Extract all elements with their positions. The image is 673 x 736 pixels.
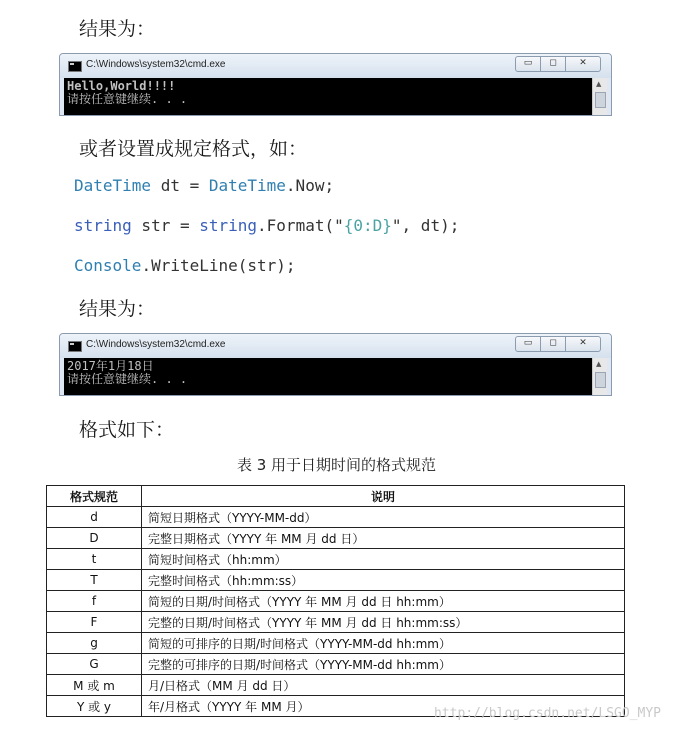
restore-button[interactable]: ◻ xyxy=(540,336,566,352)
console-line: 请按任意键继续. . . xyxy=(67,92,188,106)
console-line: 请按任意键继续. . . xyxy=(67,372,188,386)
column-header: 格式规范 xyxy=(47,486,142,507)
cmd-titlebar xyxy=(60,54,611,78)
cmd-title: C:\Windows\system32\cmd.exe xyxy=(86,339,226,350)
column-header: 说明 xyxy=(142,486,625,507)
code-text: .Now; xyxy=(285,176,335,195)
table-row xyxy=(47,633,625,654)
code-keyword: string xyxy=(74,216,132,235)
cmd-title: C:\Windows\system32\cmd.exe xyxy=(86,59,226,70)
format-code: Y 或 y xyxy=(47,696,142,717)
minimize-button[interactable]: ▭ xyxy=(515,336,541,352)
format-description: 简短的日期/时间格式（YYYY 年 MM 月 dd 日 hh:mm） xyxy=(142,591,625,612)
format-description: 完整的可排序的日期/时间格式（YYYY-MM-dd hh:mm） xyxy=(142,654,625,675)
table-row xyxy=(47,591,625,612)
code-text: dt = xyxy=(151,176,209,195)
cmd-titlebar xyxy=(60,334,611,358)
console-line: 2017年1月18日 xyxy=(67,359,154,373)
format-description: 月/日格式（MM 月 dd 日） xyxy=(142,675,625,696)
restore-button[interactable]: ◻ xyxy=(540,56,566,72)
code-type: Console xyxy=(74,256,142,275)
format-code: f xyxy=(47,591,142,612)
format-description: 完整的日期/时间格式（YYYY 年 MM 月 dd 日 hh:mm:ss） xyxy=(142,612,625,633)
code-line-2 xyxy=(74,216,459,235)
result-label-1: 结果为： xyxy=(79,18,156,40)
format-description: 简短的可排序的日期/时间格式（YYYY-MM-dd hh:mm） xyxy=(142,633,625,654)
format-description: 完整时间格式（hh:mm:ss） xyxy=(142,570,625,591)
scrollbar[interactable] xyxy=(592,358,607,395)
format-description: 完整日期格式（YYYY 年 MM 月 dd 日） xyxy=(142,528,625,549)
table-header-row xyxy=(47,486,625,507)
table-row xyxy=(47,612,625,633)
scroll-up-icon[interactable]: ▲ xyxy=(596,80,602,88)
format-description: 简短时间格式（hh:mm） xyxy=(142,549,625,570)
format-description: 简短日期格式（YYYY-MM-dd） xyxy=(142,507,625,528)
format-code: d xyxy=(47,507,142,528)
table-row xyxy=(47,507,625,528)
table-row xyxy=(47,528,625,549)
console-line: Hello,World!!!! xyxy=(67,79,176,93)
code-text: .WriteLine(str); xyxy=(141,256,296,275)
scroll-up-icon[interactable]: ▲ xyxy=(596,360,602,368)
console-output-area xyxy=(64,78,607,115)
format-code: F xyxy=(47,612,142,633)
code-line-1 xyxy=(74,176,334,195)
table-row xyxy=(47,675,625,696)
code-text: ", dt); xyxy=(391,216,460,235)
code-string: {0:D} xyxy=(343,216,392,235)
console-app-icon xyxy=(68,341,82,352)
cmd-window-1 xyxy=(59,53,612,116)
format-code: D xyxy=(47,528,142,549)
scroll-thumb[interactable] xyxy=(595,372,606,388)
format-code: g xyxy=(47,633,142,654)
console-output-area xyxy=(64,358,607,395)
format-code: T xyxy=(47,570,142,591)
table-row xyxy=(47,549,625,570)
watermark: http://blog.csdn.net/LSGO_MYP xyxy=(434,706,661,721)
format-code: G xyxy=(47,654,142,675)
code-keyword: string xyxy=(199,216,258,235)
close-button[interactable]: ✕ xyxy=(565,56,601,72)
code-type: DateTime xyxy=(74,176,152,195)
table-row xyxy=(47,570,625,591)
format-spec-table xyxy=(46,485,625,717)
result-label-2: 结果为： xyxy=(79,298,156,320)
close-button[interactable]: ✕ xyxy=(565,336,601,352)
code-type: DateTime xyxy=(208,176,286,195)
table-row xyxy=(47,654,625,675)
table-caption: 表 3 用于日期时间的格式规范 xyxy=(236,456,437,474)
code-text: str = xyxy=(131,216,200,235)
or-set-label: 或者设置成规定格式，如： xyxy=(79,138,308,160)
format-below-label: 格式如下： xyxy=(79,419,175,441)
format-description: 年/月格式（YYYY 年 MM 月） xyxy=(142,696,625,717)
scroll-thumb[interactable] xyxy=(595,92,606,108)
console-app-icon xyxy=(68,61,82,72)
cmd-window-2 xyxy=(59,333,612,396)
code-text: .Format(" xyxy=(257,216,344,235)
format-code: M 或 m xyxy=(47,675,142,696)
format-code: t xyxy=(47,549,142,570)
scrollbar[interactable] xyxy=(592,78,607,115)
minimize-button[interactable]: ▭ xyxy=(515,56,541,72)
code-line-3 xyxy=(74,256,296,275)
